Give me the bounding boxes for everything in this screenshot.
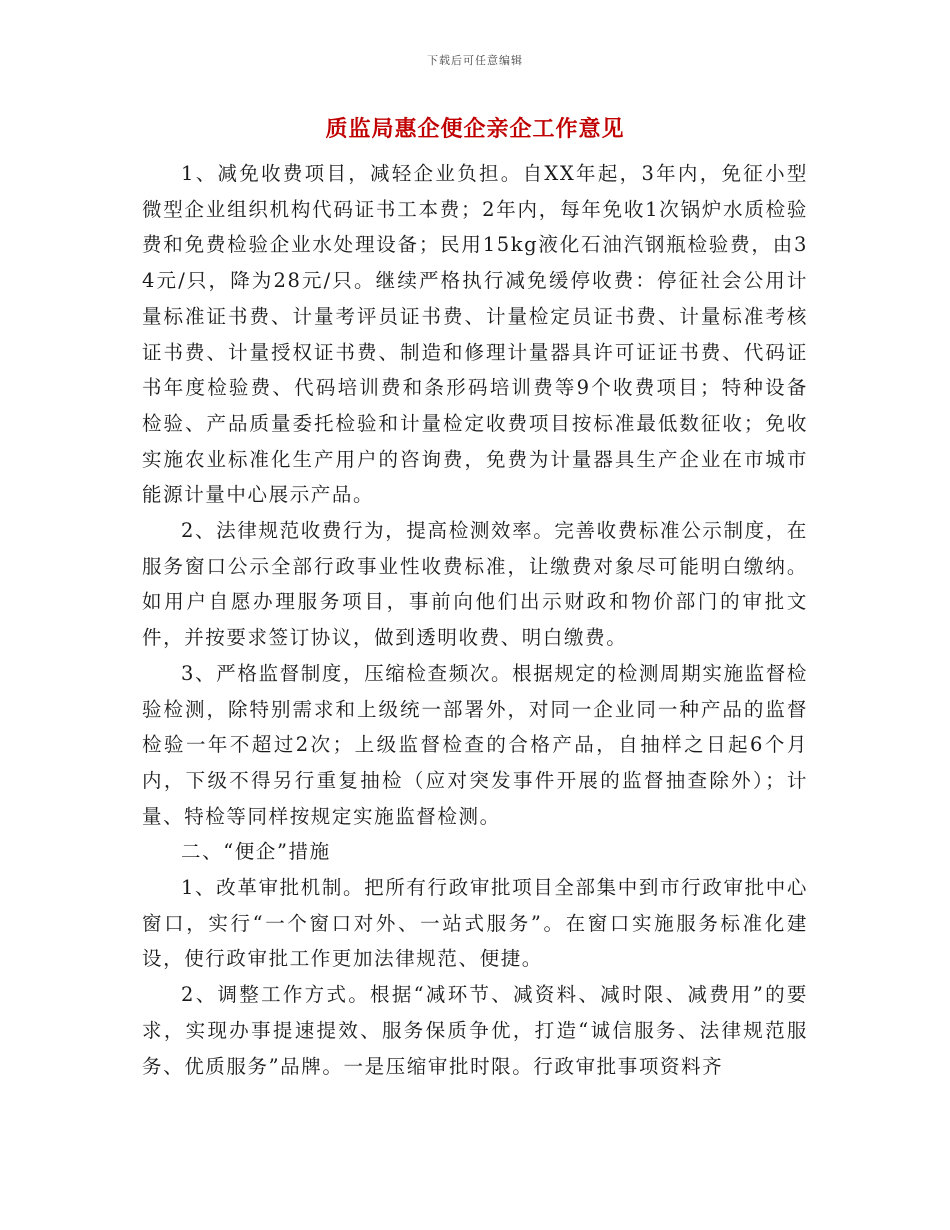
paragraph-fee-regulation: 2、法律规范收费行为，提高检测效率。完善收费标准公示制度，在服务窗口公示全部行政事业性收费标准，让缴费对象尽可能明白缴纳。如用户自愿办理服务项目，事前向他们出示财政和物价部门的审批文件，并按要求签订协议，做到透明收费、明白缴费。	[142, 519, 808, 650]
paragraph-inspection-frequency: 3、严格监督制度，压缩检查频次。根据规定的检测周期实施监督检验检测，除特别需求和上级统一部署外，对同一企业同一种产品的监督检验一年不超过2次；上级监督检查的合格产品，自抽样之日起6个月内，下级不得另行重复抽检（应对突发事件开展的监督抽查除外）；计量、特检等同样按规定实施监督检测。	[142, 661, 808, 828]
document-body	[142, 156, 808, 1084]
paragraph-work-method: 2、调整工作方式。根据“减环节、减资料、减时限、减费用”的要求，实现办事提速提效、服务保质争优，打造“诚信服务、法律规范服务、优质服务”品牌。一是压缩审批时限。行政审批事项资料齐	[142, 983, 808, 1078]
paragraph-fee-reduction: 1、减免收费项目，减轻企业负担。自XX年起，3年内，免征小型微型企业组织机构代码证书工本费；2年内，每年免收1次锅炉水质检验费和免费检验企业水处理设备；民用15kg液化石油汽钢瓶检验费，由34元/只，降为28元/只。继续严格执行减免缓停收费：停征社会公用计量标准证书费、计量考评员证书费、计量检定员证书费、计量标准考核证书费、计量授权证书费、制造和修理计量器具许可证证书费、代码证书年度检验费、代码培训费和条形码培训费等9个收费项目；特种设备检验、产品质量委托检验和计量检定收费项目按标准最低数征收；免收实施农业标准化生产用户的咨询费，免费为计量器具生产企业在市城市能源计量中心展示产品。	[142, 162, 808, 507]
paragraph-approval-reform: 1、改革审批机制。把所有行政审批项目全部集中到市行政审批中心窗口，实行“一个窗口对外、一站式服务”。在窗口实施服务标准化建设，使行政审批工作更加法律规范、便捷。	[142, 876, 808, 971]
header-note: 下载后可任意编辑	[427, 54, 523, 67]
section-heading-convenience: 二、“便企”措施	[181, 840, 331, 864]
document-title: 质监局惠企便企亲企工作意见	[325, 116, 625, 142]
